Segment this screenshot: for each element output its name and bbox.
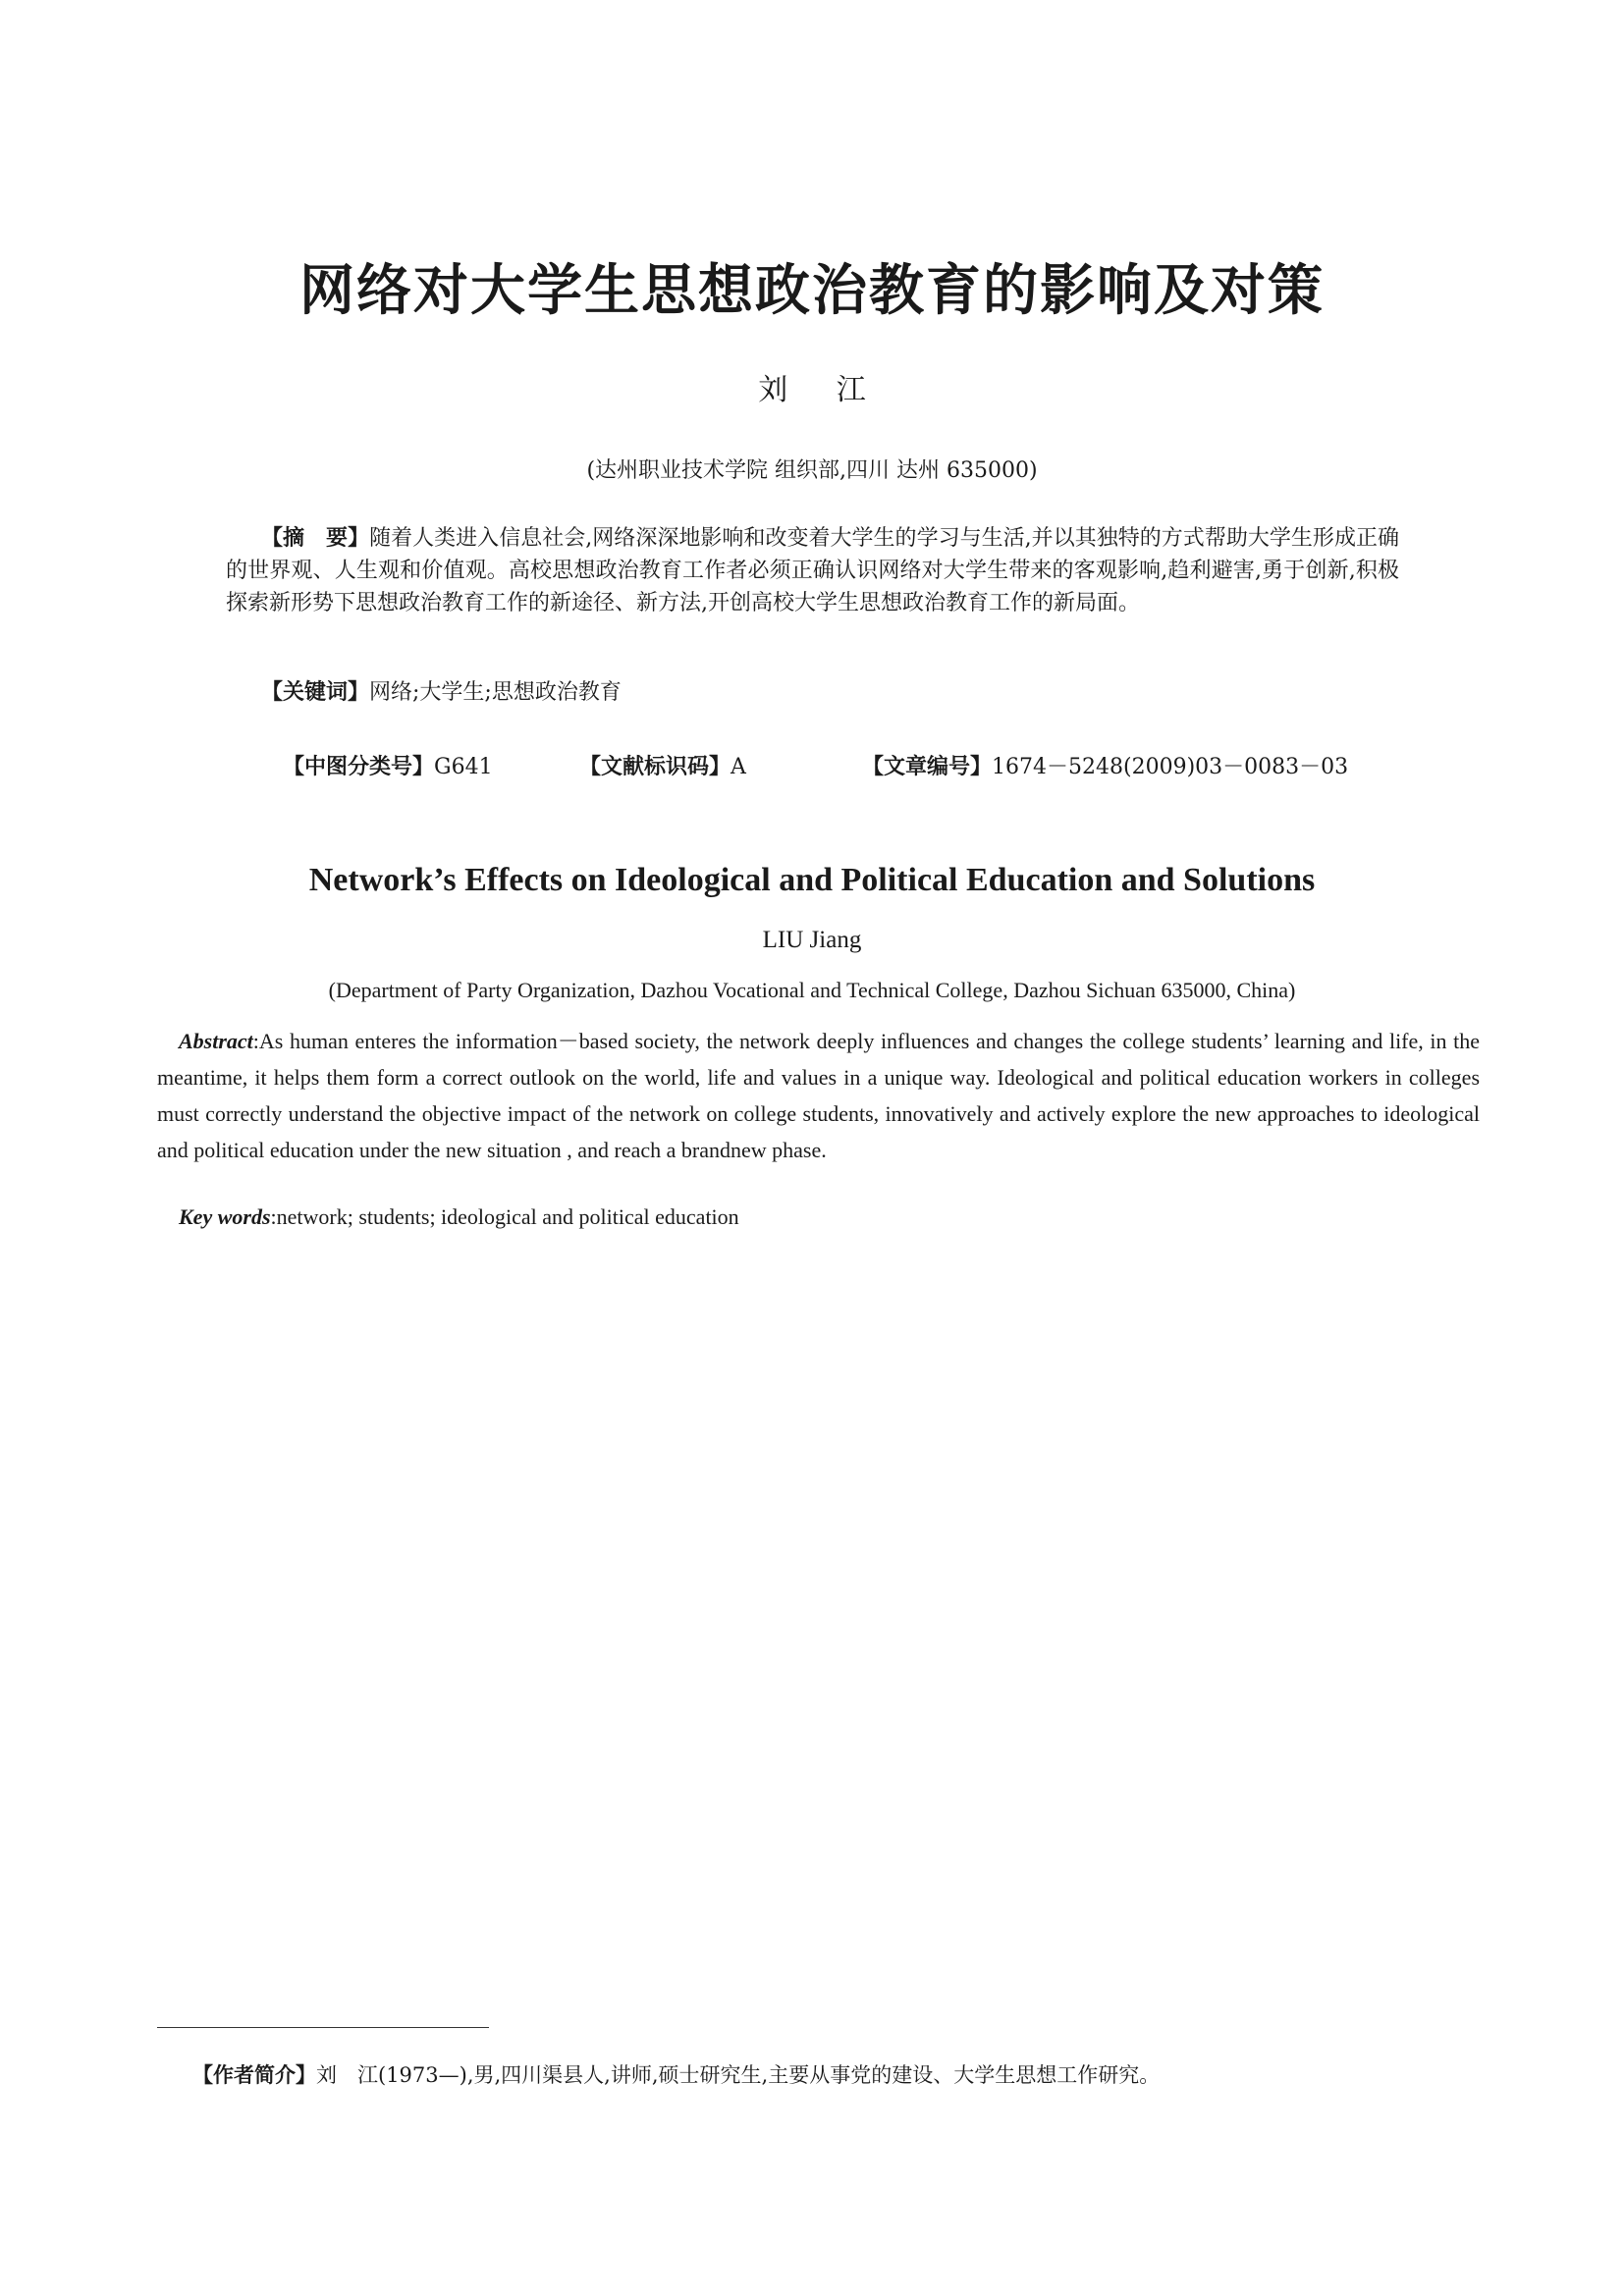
english-affiliation: (Department of Party Organization, Dazhou Vocational and Technical College, Dazhou Sichuan 635000, China): [328, 978, 1296, 1002]
english-abstract-sep: :: [252, 1029, 259, 1053]
chinese-abstract-label: 【摘 要】: [261, 526, 370, 551]
english-abstract-label: Abstract: [179, 1029, 253, 1053]
chinese-keywords-text: 网络;大学生;思想政治教育: [369, 680, 622, 705]
chinese-author: 刘 江: [758, 373, 866, 407]
clc-number: [283, 750, 493, 780]
article-number-value: 1674－5248(2009)03－0083－03: [992, 755, 1349, 779]
english-abstract-text: As human enteres the information－based society, the network deeply influences and changes the college students’ learning and life, in the meantime, it helps them form a correct outlook on the world, life and values in a unique way. Ideological and political education workers in colleges must correctly understand the objective impact of the network on college students, innovatively and actively explore the new approaches to ideological and political education under the new situation , and reach a brandnew phase.: [157, 1029, 1480, 1162]
footnote-label: 【作者简介】: [192, 2063, 316, 2087]
article-number: [862, 750, 1348, 780]
english-title: Network’s Effects on Ideological and Political Education and Solutions: [308, 862, 1316, 898]
clc-label: 【中图分类号】: [283, 755, 435, 779]
english-keywords: [179, 1204, 739, 1230]
author-footnote: [192, 2059, 1160, 2089]
english-abstract: [157, 1023, 1480, 1168]
footnote-text: 刘 江(1973—),男,四川渠县人,讲师,硕士研究生,主要从事党的建设、大学生思想工作研究。: [316, 2063, 1161, 2087]
chinese-title: 网络对大学生思想政治教育的影响及对策: [299, 258, 1325, 323]
english-keywords-sep: :: [270, 1204, 277, 1229]
chinese-abstract-text: 随着人类进入信息社会,网络深深地影响和改变着大学生的学习与生活,并以其独特的方式帮助大学生形成正确的世界观、人生观和价值观。高校思想政治教育工作者必须正确认识网络对大学生带来的客观影响,趋利避害,勇于创新,积极探索新形势下思想政治教育工作的新途径、新方法,开创高校大学生思想政治教育工作的新局面。: [226, 526, 1399, 615]
document-code-value: A: [731, 755, 746, 779]
english-keywords-text: network; students; ideological and political education: [276, 1204, 739, 1229]
article-number-label: 【文章编号】: [862, 755, 993, 779]
english-author: LIU Jiang: [762, 927, 862, 953]
chinese-abstract: [226, 522, 1399, 619]
english-keywords-label: Key words: [179, 1204, 271, 1229]
chinese-affiliation: (达州职业技术学院 组织部,四川 达州 635000): [586, 458, 1038, 483]
clc-value: G641: [434, 755, 493, 779]
document-code-label: 【文献标识码】: [579, 755, 731, 779]
chinese-keywords: [261, 675, 622, 706]
footnote-divider: [157, 2027, 489, 2028]
document-code: [579, 750, 746, 780]
chinese-keywords-label: 【关键词】: [261, 680, 370, 705]
